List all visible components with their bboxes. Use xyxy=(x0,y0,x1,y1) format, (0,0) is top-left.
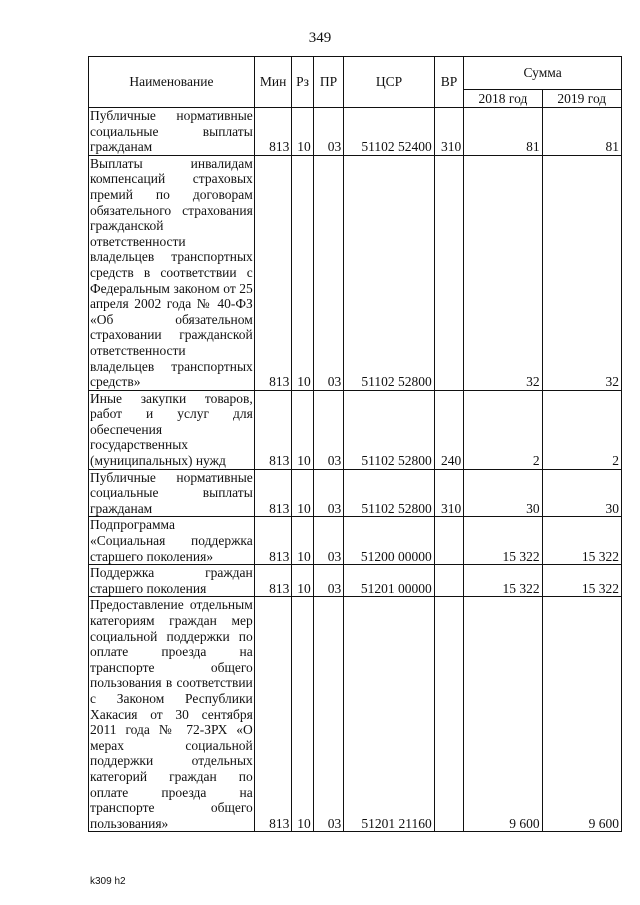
row-2019: 2 xyxy=(542,390,621,469)
row-2018: 30 xyxy=(464,469,542,517)
header-vr: ВР xyxy=(434,57,463,108)
row-name: Выплаты инвалидам компенсаций страховых премий по договорам обязательного страхования гражданской ответственности владельцев транспортных средств в соответствии с Федеральным законом от 25 апреля 2002 года № 40-ФЗ «Об обязательном страховании гражданской ответственности владельцев транспортных средств» xyxy=(90,155,253,390)
row-csr: 51200 00000 xyxy=(344,517,435,565)
header-pr: ПР xyxy=(313,57,344,108)
row-name: Иные закупки товаров, работ и услуг для обеспечения государственных (муниципальных) нужд xyxy=(90,390,253,469)
row-2019: 15 322 xyxy=(542,565,621,597)
row-rz: 10 xyxy=(292,517,313,565)
header-name: Наименование xyxy=(89,57,255,108)
row-pr: 03 xyxy=(313,390,344,469)
table-row xyxy=(89,155,622,390)
row-vr xyxy=(434,597,463,832)
row-2019: 30 xyxy=(542,469,621,517)
table-row xyxy=(89,469,622,517)
row-rz: 10 xyxy=(292,108,313,156)
row-min: 813 xyxy=(254,155,292,390)
table-row xyxy=(89,390,622,469)
row-pr: 03 xyxy=(313,565,344,597)
row-name: Предоставление отдельным категориям граждан мер социальной поддержки по оплате проезда на транспорте общего пользования в соответствии с Законом Республики Хакасия от 30 сентября 2011 года № 72-ЗРХ «О мерах социальной поддержки отдельных категорий граждан по оплате проезда на транспорте общего пользования» xyxy=(90,597,253,831)
row-2018: 15 322 xyxy=(464,517,542,565)
row-rz: 10 xyxy=(292,597,313,832)
row-csr: 51201 00000 xyxy=(344,565,435,597)
row-name: Публичные нормативные социальные выплаты гражданам xyxy=(90,469,253,516)
row-pr: 03 xyxy=(313,517,344,565)
row-vr: 240 xyxy=(434,390,463,469)
row-rz: 10 xyxy=(292,390,313,469)
header-csr: ЦСР xyxy=(344,57,435,108)
row-name: Публичные нормативные социальные выплаты гражданам xyxy=(90,108,253,155)
row-min: 813 xyxy=(254,469,292,517)
row-name: Подпрограмма «Социальная поддержка старшего поколения» xyxy=(90,517,253,564)
budget-table xyxy=(88,56,622,832)
row-pr: 03 xyxy=(313,597,344,832)
row-csr: 51102 52800 xyxy=(344,155,435,390)
row-vr xyxy=(434,565,463,597)
row-2019: 9 600 xyxy=(542,597,621,832)
row-2019: 32 xyxy=(542,155,621,390)
table-row xyxy=(89,597,622,832)
page-number: 349 xyxy=(308,30,332,46)
row-2019: 15 322 xyxy=(542,517,621,565)
table-row xyxy=(89,108,622,156)
row-rz: 10 xyxy=(292,155,313,390)
row-vr xyxy=(434,517,463,565)
row-2018: 9 600 xyxy=(464,597,542,832)
header-rz: Рз xyxy=(292,57,313,108)
row-min: 813 xyxy=(254,565,292,597)
row-min: 813 xyxy=(254,390,292,469)
row-rz: 10 xyxy=(292,469,313,517)
row-min: 813 xyxy=(254,597,292,832)
table-row xyxy=(89,517,622,565)
row-pr: 03 xyxy=(313,155,344,390)
row-vr: 310 xyxy=(434,469,463,517)
footer-code: k309 h2 xyxy=(90,876,126,887)
row-2018: 2 xyxy=(464,390,542,469)
row-2018: 32 xyxy=(464,155,542,390)
header-min: Мин xyxy=(254,57,292,108)
table-row xyxy=(89,565,622,597)
row-vr xyxy=(434,155,463,390)
row-csr: 51201 21160 xyxy=(344,597,435,832)
row-csr: 51102 52800 xyxy=(344,390,435,469)
row-name: Поддержка граждан старшего поколения xyxy=(90,565,253,596)
row-min: 813 xyxy=(254,108,292,156)
row-pr: 03 xyxy=(313,469,344,517)
row-2019: 81 xyxy=(542,108,621,156)
row-csr: 51102 52400 xyxy=(344,108,435,156)
row-pr: 03 xyxy=(313,108,344,156)
row-min: 813 xyxy=(254,517,292,565)
row-vr: 310 xyxy=(434,108,463,156)
row-2018: 81 xyxy=(464,108,542,156)
row-2018: 15 322 xyxy=(464,565,542,597)
header-year-2018: 2018 год xyxy=(464,90,542,108)
row-rz: 10 xyxy=(292,565,313,597)
header-sum: Сумма xyxy=(464,57,622,90)
row-csr: 51102 52800 xyxy=(344,469,435,517)
header-year-2019: 2019 год xyxy=(542,90,621,108)
